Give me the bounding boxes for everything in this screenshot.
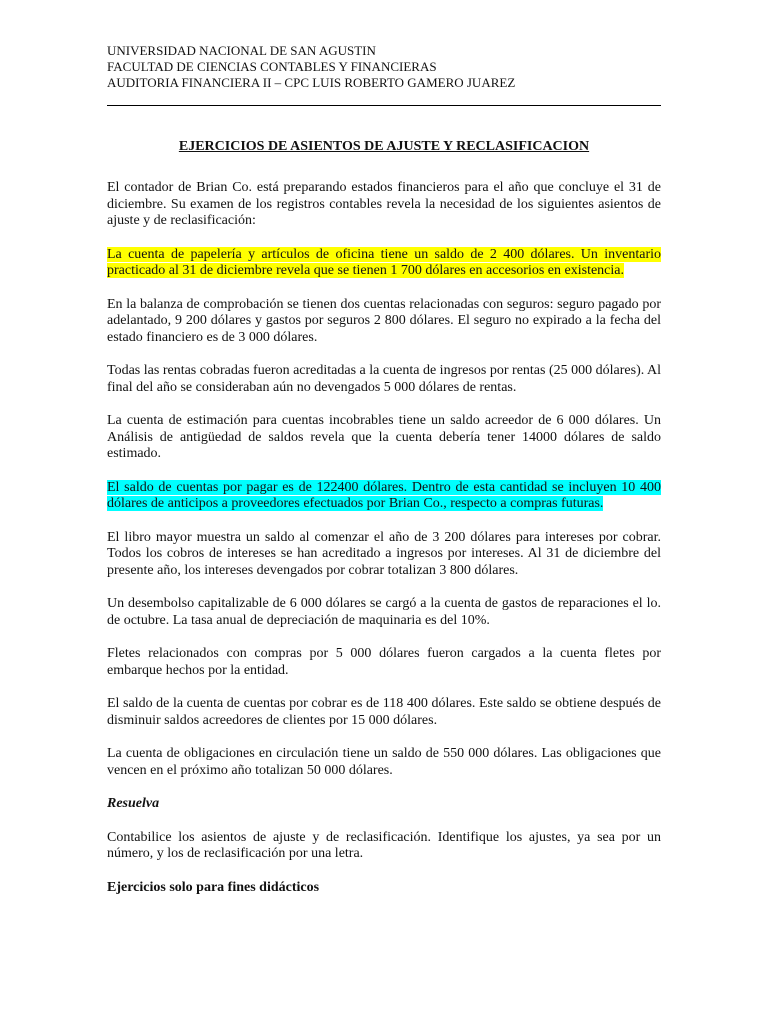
item-paragraph-3: Todas las rentas cobradas fueron acreditadas a la cuenta de ingresos por rentas (25 000 dólares). Al final del año se consideraban aún no devengados 5 000 dólares de rentas. [107, 363, 661, 395]
item-paragraph-1 [107, 247, 661, 280]
item-paragraph-8: Fletes relacionados con compras por 5 000 dólares fueron cargados a la cuenta fletes por embarque hechos por la entidad. [107, 646, 661, 678]
header-university: UNIVERSIDAD NACIONAL DE SAN AGUSTIN [107, 43, 376, 58]
header-faculty: FACULTAD DE CIENCIAS CONTABLES Y FINANCIERAS [107, 59, 437, 74]
highlighted-text-yellow: La cuenta de papelería y artículos de oficina tiene un saldo de 2 400 dólares. Un inventario practicado al 31 de diciembre revela que se tienen 1 700 dólares en accesorios en existencia. [107, 246, 661, 278]
instructions-paragraph: Contabilice los asientos de ajuste y de reclasificación. Identifique los ajustes, ya sea por un número, y los de reclasificación por una letra. [107, 829, 661, 861]
item-paragraph-9: El saldo de la cuenta de cuentas por cobrar es de 118 400 dólares. Este saldo se obtiene después de disminuir saldos acreedores de clientes por 15 000 dólares. [107, 696, 661, 728]
intro-paragraph: El contador de Brian Co. está preparando estados financieros para el año que concluye el 31 de diciembre. Su examen de los registros contables revela la necesidad de los siguientes asientos de ajuste y de reclasificación: [107, 180, 661, 228]
header-divider [107, 105, 661, 106]
item-paragraph-7: Un desembolso capitalizable de 6 000 dólares se cargó a la cuenta de gastos de reparaciones el lo. de octubre. La tasa anual de depreciación de maquinaria es del 10%. [107, 596, 661, 628]
item-paragraph-4: La cuenta de estimación para cuentas incobrables tiene un saldo acreedor de 6 000 dólares. Un Análisis de antigüedad de saldos revela que la cuenta debería tener 14000 dólares de saldo estimado. [107, 413, 661, 461]
item-paragraph-5 [107, 480, 661, 513]
item-paragraph-10: La cuenta de obligaciones en circulación tiene un saldo de 550 000 dólares. Las obligaciones que vencen en el próximo año totalizan 50 000 dólares. [107, 746, 661, 778]
document-title: EJERCICIOS DE ASIENTOS DE AJUSTE Y RECLASIFICACION [178, 139, 590, 154]
item-paragraph-6: El libro mayor muestra un saldo al comenzar el año de 3 200 dólares para intereses por cobrar. Todos los cobros de intereses se han acreditado a ingresos por intereses. Al 31 de diciembre del presente año, los intereses devengados por cobrar totalizan 3 800 dólares. [107, 529, 661, 578]
item-paragraph-2: En la balanza de comprobación se tienen dos cuentas relacionadas con seguros: seguro pagado por adelantado, 9 200 dólares y gastos por seguros 2 800 dólares. El seguro no expirado a la fecha del estado financiero es de 3 000 dólares. [107, 296, 661, 345]
document-page [107, 43, 661, 896]
resuelva-heading: Resuelva [107, 796, 160, 811]
highlighted-text-cyan: El saldo de cuentas por pagar es de 122400 dólares. Dentro de esta cantidad se incluyen 10 400 dólares de anticipos a proveedores efectuados por Brian Co., respecto a compras futuras. [107, 479, 661, 511]
header-course: AUDITORIA FINANCIERA II – CPC LUIS ROBERTO GAMERO JUAREZ [107, 75, 516, 90]
footer-note: Ejercicios solo para fines didácticos [107, 879, 320, 895]
